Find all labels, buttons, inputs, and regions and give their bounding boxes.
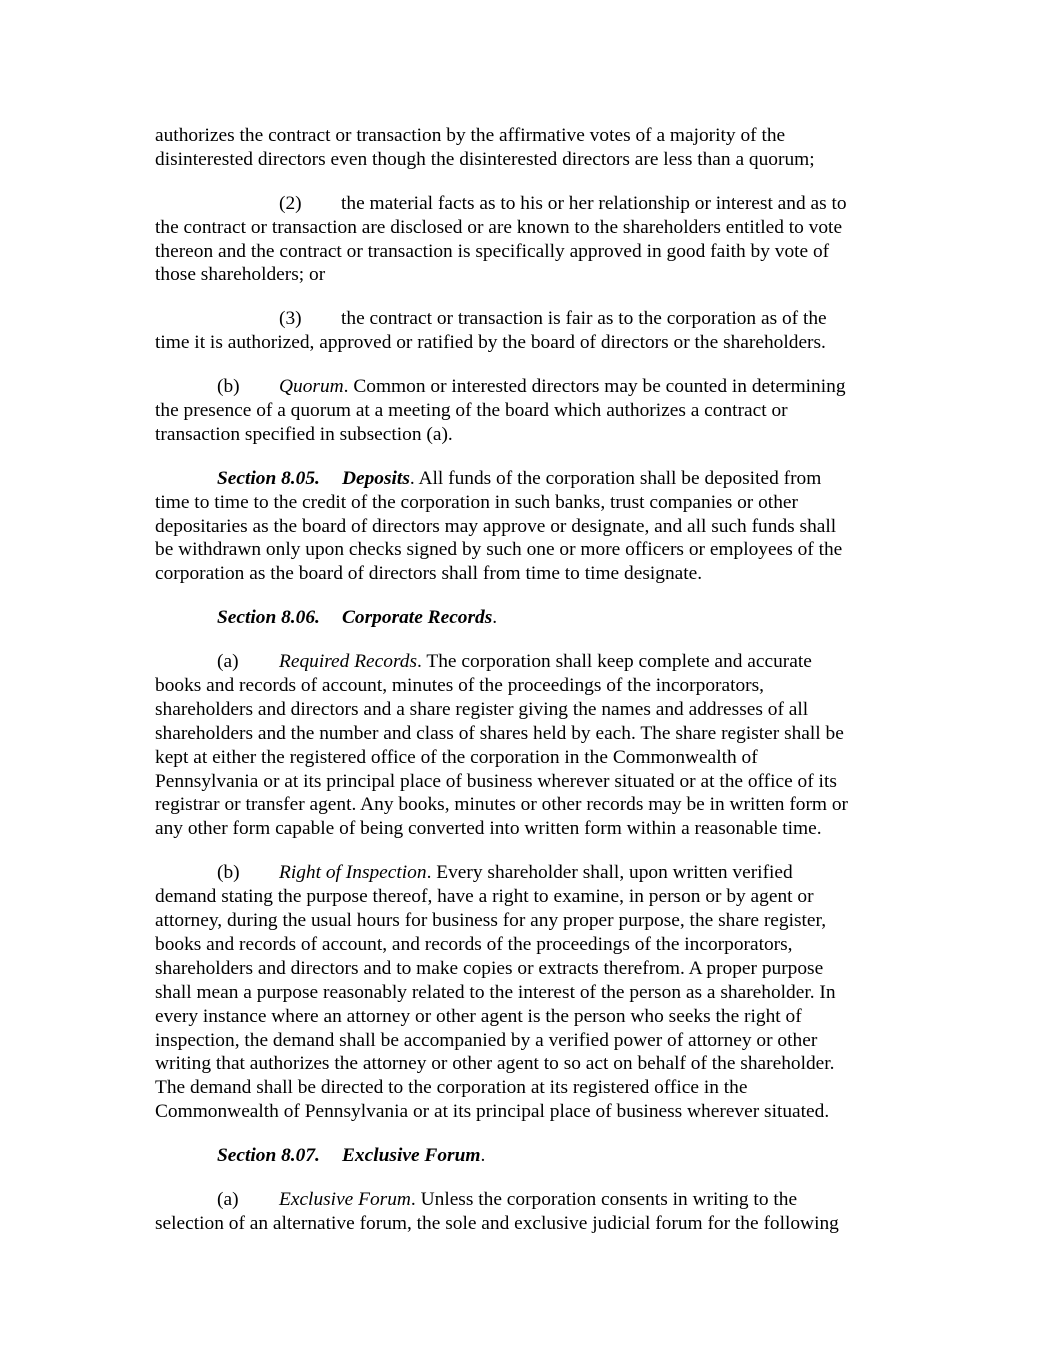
section-title: Corporate Records — [342, 607, 493, 629]
subsection-title: Required Records — [279, 651, 418, 673]
text-line — [155, 650, 900, 674]
paragraph-item-2 — [155, 192, 900, 288]
text-line: attorney, during the usual hours for business for any proper purpose, the share register, — [155, 910, 827, 932]
text-line: selection of an alternative forum, the sole and exclusive judicial forum for the following — [155, 1212, 839, 1234]
text-line — [155, 1144, 900, 1168]
paragraph-quorum — [155, 375, 900, 447]
text-line: the presence of a quorum at a meeting of the board which authorizes a contract or — [155, 400, 788, 422]
subsection-title: Exclusive Forum — [279, 1188, 411, 1210]
text-line: kept at either the registered office of the corporation in the Commonwealth of — [155, 746, 758, 768]
text-line: shareholders and directors and a share register giving the names and addresses of all — [155, 698, 809, 720]
paragraph-right-of-inspection — [155, 861, 900, 1124]
text-line — [155, 307, 900, 331]
text-line: demand stating the purpose thereof, have a right to examine, in person or by agent or — [155, 886, 814, 908]
text-line: writing that authorizes the attorney or other agent to so act on behalf of the shareholder. — [155, 1053, 835, 1075]
text-line: authorizes the contract or transaction by the affirmative votes of a majority of the — [155, 125, 786, 146]
item-number: (3) — [279, 308, 302, 330]
paragraph-required-records — [155, 650, 900, 841]
text-line: shareholders and the number and class of shares held by each. The share register shall be — [155, 722, 844, 744]
text-line: corporation as the board of directors shall from time to time designate. — [155, 563, 703, 585]
text-line: books and records of account, and records of the proceedings of the incorporators, — [155, 933, 793, 955]
text-line: inspection, the demand shall be accompanied by a verified power of attorney or other — [155, 1029, 818, 1051]
text-line: the contract or transaction are disclosed or are known to the shareholders entitled to vote — [155, 216, 843, 238]
subsection-title: Right of Inspection — [279, 862, 427, 884]
paragraph-continuation — [155, 124, 900, 172]
text-run: . The corporation shall keep complete and accurate — [417, 651, 812, 673]
text-run: . Every shareholder shall, upon written verified — [426, 862, 793, 884]
section-8-05 — [155, 467, 900, 586]
text-line — [155, 467, 900, 491]
text-run: . Unless the corporation consents in writing to the — [410, 1188, 798, 1210]
section-8-06-heading — [155, 606, 900, 630]
text-line: Pennsylvania or at its principal place of business wherever situated or at the office of its — [155, 770, 837, 792]
text-run: . — [480, 1145, 486, 1167]
text-line — [155, 1188, 900, 1212]
section-number: Section 8.06. — [217, 607, 320, 629]
text-line: time it is authorized, approved or ratified by the board of directors or the shareholders. — [155, 332, 826, 354]
text-line: Commonwealth of Pennsylvania or at its principal place of business wherever situated. — [155, 1101, 830, 1123]
text-line — [155, 375, 900, 399]
text-line: The demand shall be directed to the corporation at its registered office in the — [155, 1077, 748, 1099]
text-line: transaction specified in subsection (a). — [155, 423, 453, 445]
text-line: depositaries as the board of directors may approve or designate, and all such funds shall — [155, 515, 837, 537]
text-line — [155, 606, 900, 630]
text-run: . — [492, 607, 498, 629]
text-run: . Common or interested directors may be counted in determining — [343, 376, 846, 398]
text-line: registrar or transfer agent. Any books, minutes or other records may be in written form or — [155, 794, 849, 816]
text-line — [155, 192, 900, 216]
item-number: (2) — [279, 192, 302, 214]
text-run: . All funds of the corporation shall be deposited from — [409, 467, 822, 489]
text-line: time to time to the credit of the corporation in such banks, trust companies or other — [155, 491, 798, 513]
text-line: shareholders and directors and to make copies or extracts therefrom. A proper purpose — [155, 957, 824, 979]
section-number: Section 8.07. — [217, 1145, 320, 1167]
item-number: (b) — [217, 862, 240, 884]
subsection-title: Quorum — [279, 376, 344, 398]
text-run: the contract or transaction is fair as to the corporation as of the — [341, 308, 827, 330]
text-line: be withdrawn only upon checks signed by such one or more officers or employees of the — [155, 539, 843, 561]
text-line: shall mean a purpose reasonably related to the interest of the person as a shareholder. In — [155, 981, 836, 1003]
section-number: Section 8.05. — [217, 467, 320, 489]
item-number: (a) — [217, 651, 239, 673]
text-line: those shareholders; or — [155, 264, 326, 286]
text-line: disinterested directors even though the disinterested directors are less than a quorum; — [155, 148, 815, 170]
item-number: (b) — [217, 376, 240, 398]
section-8-07-heading — [155, 1144, 900, 1168]
section-title: Exclusive Forum — [342, 1145, 481, 1167]
paragraph-exclusive-forum — [155, 1188, 900, 1236]
section-title: Deposits — [342, 467, 410, 489]
text-run: the material facts as to his or her relationship or interest and as to — [341, 192, 847, 214]
text-line: books and records of account, minutes of the proceedings of the incorporators, — [155, 675, 765, 697]
text-line: thereon and the contract or transaction is specifically approved in good faith by vote of — [155, 240, 830, 262]
text-line: every instance where an attorney or other agent is the person who seeks the right of — [155, 1005, 802, 1027]
document-page — [155, 124, 900, 1256]
text-line: any other form capable of being converted into written form within a reasonable time. — [155, 818, 822, 840]
paragraph-item-3 — [155, 307, 900, 355]
text-line — [155, 861, 900, 885]
item-number: (a) — [217, 1188, 239, 1210]
